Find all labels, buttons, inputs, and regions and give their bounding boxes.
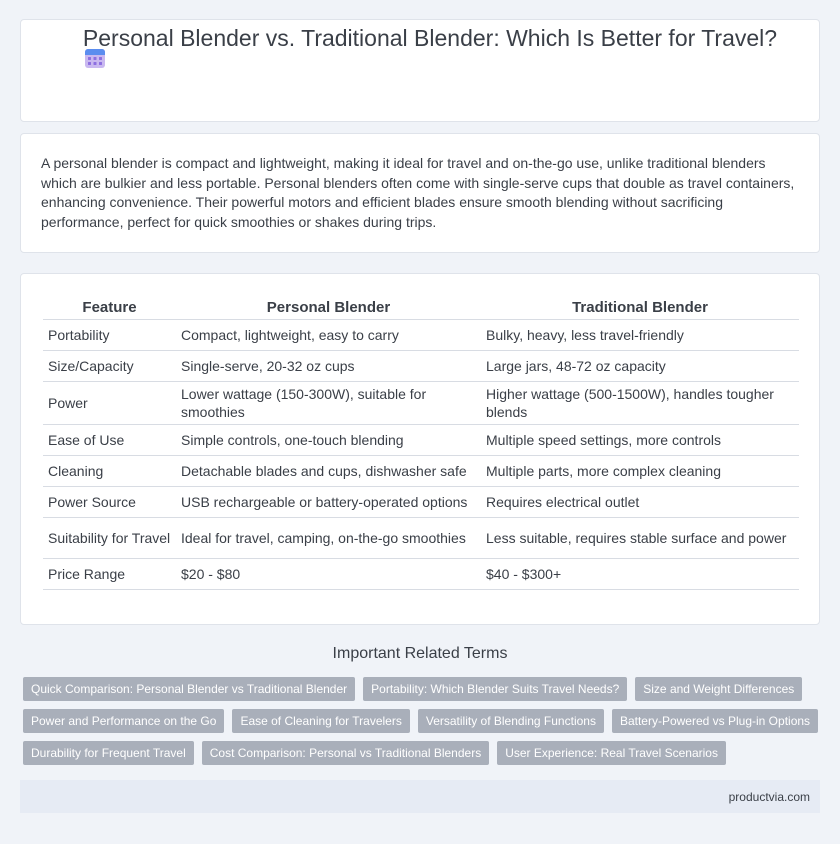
traditional-cell: Bulky, heavy, less travel-friendly — [481, 319, 799, 350]
related-tag[interactable]: Ease of Cleaning for Travelers — [232, 709, 409, 733]
table-row — [43, 319, 799, 350]
table-header-row — [43, 296, 799, 319]
tag-row — [23, 709, 823, 733]
table-row — [43, 455, 799, 486]
comparison-card — [20, 273, 820, 625]
personal-cell: Single-serve, 20-32 oz cups — [176, 350, 481, 381]
personal-cell: Compact, lightweight, easy to carry — [176, 319, 481, 350]
related-tag[interactable]: Size and Weight Differences — [635, 677, 802, 701]
intro-card — [20, 133, 820, 253]
feature-cell: Cleaning — [43, 455, 176, 486]
related-tag[interactable]: Durability for Frequent Travel — [23, 741, 194, 765]
page-title-wrap — [80, 23, 780, 54]
feature-cell: Price Range — [43, 558, 176, 589]
footer-site[interactable]: productvia.com — [728, 790, 810, 804]
tag-row — [23, 741, 823, 765]
feature-cell: Power — [43, 381, 176, 424]
related-tag[interactable]: Versatility of Blending Functions — [418, 709, 604, 733]
header-personal-blender: Personal Blender — [176, 296, 481, 319]
table-row — [43, 424, 799, 455]
feature-cell: Portability — [43, 319, 176, 350]
feature-cell: Ease of Use — [43, 424, 176, 455]
feature-cell: Power Source — [43, 486, 176, 517]
personal-cell: Detachable blades and cups, dishwasher safe — [176, 455, 481, 486]
tag-row — [23, 677, 823, 701]
related-terms-heading: Important Related Terms — [332, 645, 508, 662]
header-traditional-blender: Traditional Blender — [481, 296, 799, 319]
table-row — [43, 558, 799, 589]
feature-cell: Suitability for Travel — [43, 517, 176, 558]
comparison-table — [43, 296, 799, 590]
traditional-cell: Higher wattage (500-1500W), handles tougher blends — [481, 381, 799, 424]
table-row — [43, 381, 799, 424]
traditional-cell: Multiple parts, more complex cleaning — [481, 455, 799, 486]
traditional-cell: Less suitable, requires stable surface and power — [481, 517, 799, 558]
related-tag[interactable]: Battery-Powered vs Plug-in Options — [612, 709, 818, 733]
personal-cell: USB rechargeable or battery-operated options — [176, 486, 481, 517]
traditional-cell: $40 - $300+ — [481, 558, 799, 589]
related-tag[interactable]: Power and Performance on the Go — [23, 709, 224, 733]
intro-paragraph: A personal blender is compact and lightweight, making it ideal for travel and on-the-go use, unlike traditional blenders which are bulkier and less portable. Personal blenders often come with single-serve cups that double as travel containers, enhancing convenience. Their powerful motors and efficient blades ensure smooth blending without sacrificing performance, perfect for quick smoothies or shakes during trips. — [41, 155, 795, 230]
related-tag[interactable]: Quick Comparison: Personal Blender vs Traditional Blender — [23, 677, 355, 701]
personal-cell: Ideal for travel, camping, on-the-go smoothies — [176, 517, 481, 558]
traditional-cell: Large jars, 48-72 oz capacity — [481, 350, 799, 381]
personal-cell: Simple controls, one-touch blending — [176, 424, 481, 455]
traditional-cell: Requires electrical outlet — [481, 486, 799, 517]
related-tag[interactable]: User Experience: Real Travel Scenarios — [497, 741, 726, 765]
table-row — [43, 486, 799, 517]
personal-cell: $20 - $80 — [176, 558, 481, 589]
table-row — [43, 350, 799, 381]
page-title: Personal Blender vs. Traditional Blender: Which Is Better for Travel? — [82, 25, 778, 51]
table-row — [43, 517, 799, 558]
feature-cell: Size/Capacity — [43, 350, 176, 381]
related-tags — [23, 677, 823, 773]
traditional-cell: Multiple speed settings, more controls — [481, 424, 799, 455]
related-tag[interactable]: Cost Comparison: Personal vs Traditional Blenders — [202, 741, 489, 765]
header-feature: Feature — [43, 296, 176, 319]
personal-cell: Lower wattage (150-300W), suitable for smoothies — [176, 381, 481, 424]
related-tag[interactable]: Portability: Which Blender Suits Travel Needs? — [363, 677, 627, 701]
footer — [20, 780, 820, 813]
